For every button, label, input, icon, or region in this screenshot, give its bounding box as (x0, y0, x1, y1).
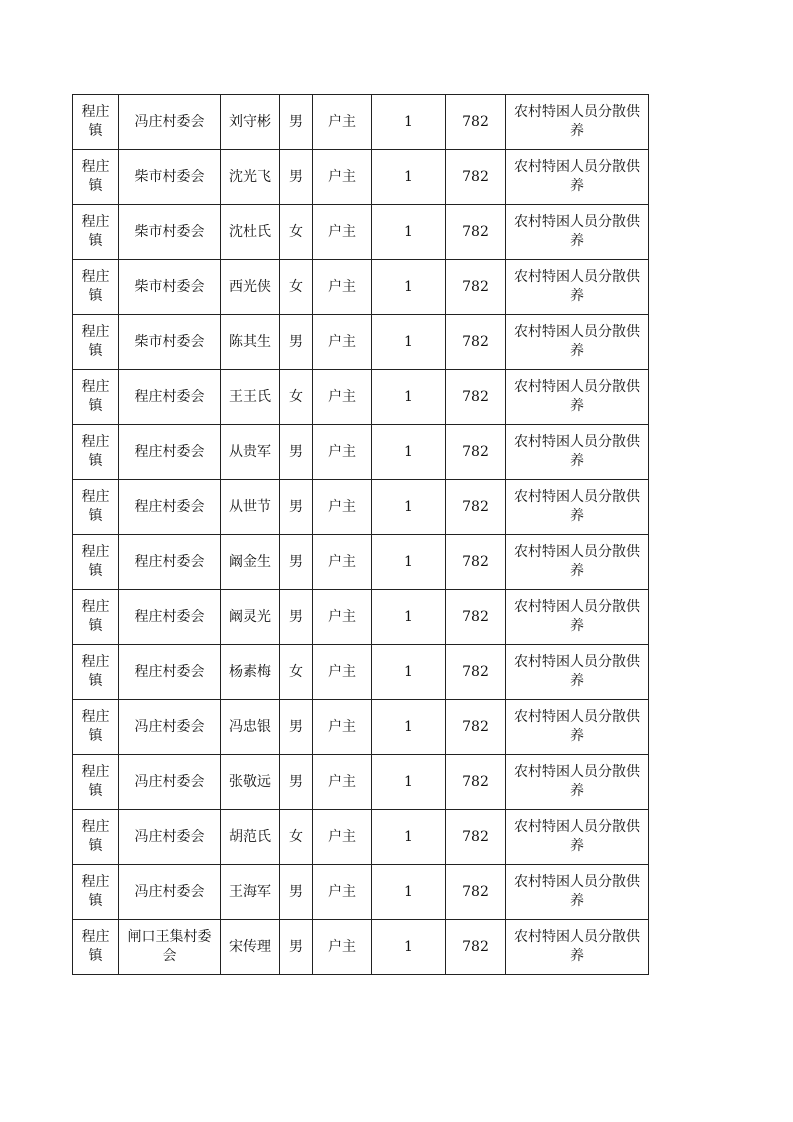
category-cell: 农村特困人员分散供养 (506, 205, 649, 260)
town-cell: 程庄镇 (73, 95, 119, 150)
gender-cell: 男 (280, 865, 313, 920)
relation-cell: 户主 (313, 150, 372, 205)
name-cell: 从贵军 (221, 425, 280, 480)
name-cell: 冯忠银 (221, 700, 280, 755)
count-cell: 1 (372, 150, 446, 205)
table-row (73, 260, 649, 315)
count-cell: 1 (372, 425, 446, 480)
amount-cell: 782 (446, 150, 506, 205)
relation-cell: 户主 (313, 865, 372, 920)
count-cell: 1 (372, 865, 446, 920)
category-cell: 农村特困人员分散供养 (506, 315, 649, 370)
table-row (73, 205, 649, 260)
amount-cell: 782 (446, 535, 506, 590)
amount-cell: 782 (446, 315, 506, 370)
name-cell: 王海军 (221, 865, 280, 920)
name-cell: 张敬远 (221, 755, 280, 810)
category-cell: 农村特困人员分散供养 (506, 150, 649, 205)
amount-cell: 782 (446, 370, 506, 425)
count-cell: 1 (372, 260, 446, 315)
gender-cell: 男 (280, 700, 313, 755)
count-cell: 1 (372, 755, 446, 810)
category-cell: 农村特困人员分散供养 (506, 425, 649, 480)
relation-cell: 户主 (313, 590, 372, 645)
category-cell: 农村特困人员分散供养 (506, 95, 649, 150)
gender-cell: 男 (280, 150, 313, 205)
name-cell: 胡范氏 (221, 810, 280, 865)
count-cell: 1 (372, 95, 446, 150)
village-cell: 柴市村委会 (119, 150, 221, 205)
town-cell: 程庄镇 (73, 315, 119, 370)
amount-cell: 782 (446, 205, 506, 260)
category-cell: 农村特困人员分散供养 (506, 480, 649, 535)
village-cell: 程庄村委会 (119, 590, 221, 645)
category-cell: 农村特困人员分散供养 (506, 810, 649, 865)
relation-cell: 户主 (313, 425, 372, 480)
amount-cell: 782 (446, 865, 506, 920)
relation-cell: 户主 (313, 700, 372, 755)
town-cell: 程庄镇 (73, 425, 119, 480)
table-row (73, 810, 649, 865)
town-cell: 程庄镇 (73, 755, 119, 810)
village-cell: 程庄村委会 (119, 645, 221, 700)
relation-cell: 户主 (313, 920, 372, 975)
town-cell: 程庄镇 (73, 590, 119, 645)
relation-cell: 户主 (313, 315, 372, 370)
amount-cell: 782 (446, 755, 506, 810)
table-row (73, 590, 649, 645)
table-row (73, 480, 649, 535)
town-cell: 程庄镇 (73, 700, 119, 755)
table-row (73, 370, 649, 425)
name-cell: 阚金生 (221, 535, 280, 590)
village-cell: 冯庄村委会 (119, 865, 221, 920)
count-cell: 1 (372, 920, 446, 975)
gender-cell: 男 (280, 425, 313, 480)
gender-cell: 男 (280, 95, 313, 150)
amount-cell: 782 (446, 590, 506, 645)
gender-cell: 男 (280, 315, 313, 370)
name-cell: 阚灵光 (221, 590, 280, 645)
count-cell: 1 (372, 535, 446, 590)
relation-cell: 户主 (313, 645, 372, 700)
category-cell: 农村特困人员分散供养 (506, 370, 649, 425)
gender-cell: 女 (280, 645, 313, 700)
town-cell: 程庄镇 (73, 535, 119, 590)
town-cell: 程庄镇 (73, 370, 119, 425)
count-cell: 1 (372, 810, 446, 865)
table-row (73, 865, 649, 920)
gender-cell: 男 (280, 480, 313, 535)
gender-cell: 女 (280, 370, 313, 425)
name-cell: 陈其生 (221, 315, 280, 370)
gender-cell: 男 (280, 535, 313, 590)
gender-cell: 女 (280, 810, 313, 865)
gender-cell: 男 (280, 755, 313, 810)
name-cell: 沈杜氏 (221, 205, 280, 260)
name-cell: 西光侠 (221, 260, 280, 315)
village-cell: 程庄村委会 (119, 370, 221, 425)
amount-cell: 782 (446, 480, 506, 535)
village-cell: 闸口王集村委会 (119, 920, 221, 975)
category-cell: 农村特困人员分散供养 (506, 590, 649, 645)
name-cell: 杨素梅 (221, 645, 280, 700)
town-cell: 程庄镇 (73, 920, 119, 975)
town-cell: 程庄镇 (73, 810, 119, 865)
relation-cell: 户主 (313, 755, 372, 810)
village-cell: 程庄村委会 (119, 425, 221, 480)
amount-cell: 782 (446, 645, 506, 700)
count-cell: 1 (372, 645, 446, 700)
village-cell: 柴市村委会 (119, 315, 221, 370)
village-cell: 程庄村委会 (119, 535, 221, 590)
name-cell: 刘守彬 (221, 95, 280, 150)
records-table (72, 94, 649, 975)
category-cell: 农村特困人员分散供养 (506, 865, 649, 920)
name-cell: 从世节 (221, 480, 280, 535)
table-row (73, 700, 649, 755)
village-cell: 冯庄村委会 (119, 810, 221, 865)
category-cell: 农村特困人员分散供养 (506, 920, 649, 975)
gender-cell: 男 (280, 590, 313, 645)
village-cell: 冯庄村委会 (119, 700, 221, 755)
village-cell: 冯庄村委会 (119, 95, 221, 150)
town-cell: 程庄镇 (73, 645, 119, 700)
relation-cell: 户主 (313, 535, 372, 590)
amount-cell: 782 (446, 425, 506, 480)
name-cell: 沈光飞 (221, 150, 280, 205)
village-cell: 柴市村委会 (119, 205, 221, 260)
relation-cell: 户主 (313, 95, 372, 150)
count-cell: 1 (372, 315, 446, 370)
category-cell: 农村特困人员分散供养 (506, 535, 649, 590)
count-cell: 1 (372, 370, 446, 425)
gender-cell: 女 (280, 205, 313, 260)
relation-cell: 户主 (313, 260, 372, 315)
table-row (73, 920, 649, 975)
category-cell: 农村特困人员分散供养 (506, 755, 649, 810)
category-cell: 农村特困人员分散供养 (506, 260, 649, 315)
table-row (73, 315, 649, 370)
relation-cell: 户主 (313, 810, 372, 865)
gender-cell: 男 (280, 920, 313, 975)
count-cell: 1 (372, 590, 446, 645)
relation-cell: 户主 (313, 370, 372, 425)
town-cell: 程庄镇 (73, 150, 119, 205)
table-row (73, 535, 649, 590)
category-cell: 农村特困人员分散供养 (506, 645, 649, 700)
village-cell: 柴市村委会 (119, 260, 221, 315)
count-cell: 1 (372, 700, 446, 755)
amount-cell: 782 (446, 700, 506, 755)
table-row (73, 755, 649, 810)
village-cell: 冯庄村委会 (119, 755, 221, 810)
table-row (73, 150, 649, 205)
amount-cell: 782 (446, 260, 506, 315)
town-cell: 程庄镇 (73, 205, 119, 260)
village-cell: 程庄村委会 (119, 480, 221, 535)
relation-cell: 户主 (313, 205, 372, 260)
relation-cell: 户主 (313, 480, 372, 535)
town-cell: 程庄镇 (73, 480, 119, 535)
amount-cell: 782 (446, 810, 506, 865)
amount-cell: 782 (446, 95, 506, 150)
name-cell: 宋传理 (221, 920, 280, 975)
amount-cell: 782 (446, 920, 506, 975)
town-cell: 程庄镇 (73, 865, 119, 920)
count-cell: 1 (372, 205, 446, 260)
gender-cell: 女 (280, 260, 313, 315)
table-row (73, 425, 649, 480)
table-row (73, 645, 649, 700)
records-table-body (73, 95, 649, 975)
table-row (73, 95, 649, 150)
name-cell: 王王氏 (221, 370, 280, 425)
category-cell: 农村特困人员分散供养 (506, 700, 649, 755)
town-cell: 程庄镇 (73, 260, 119, 315)
count-cell: 1 (372, 480, 446, 535)
